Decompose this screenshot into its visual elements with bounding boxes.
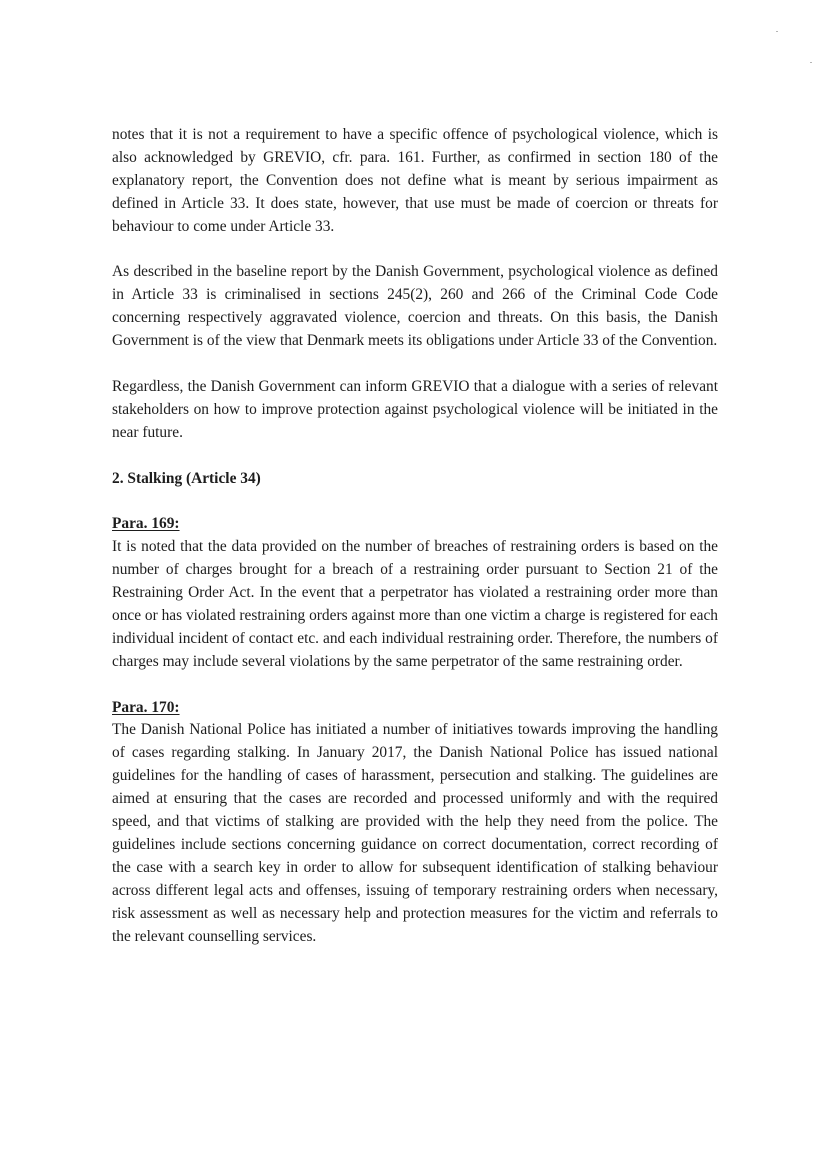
document-body	[112, 124, 718, 971]
paragraph-criminal-code: As described in the baseline report by the Danish Government, psychological violence as defined in Article 33 is criminalised in sections 245(2), 260 and 266 of the Criminal Code Code concerning respectively aggravated violence, coercion and threats. On this basis, the Danish Government is of the view that Denmark meets its obligations under Article 33 of the Convention.	[112, 263, 718, 350]
para-169-label: Para. 169:	[112, 515, 180, 533]
para-170-text: The Danish National Police has initiated a number of initiatives towards improving the handling of cases regarding stalking. In January 2017, the Danish National Police has issued national guidelines for the handling of cases of harassment, persecution and stalking. The guidelines are aimed at ensuring that the cases are recorded and processed uniformly and with the required speed, and that victims of stalking are provided with the help they need from the police. The guidelines include sections concerning guidance on correct documentation, correct recording of the case with a search key in order to allow for subsequent identification of stalking behaviour across different legal acts and offenses, issuing of temporary restraining orders when necessary, risk assessment as well as necessary help and protection measures for the victim and referrals to the relevant counselling services.	[112, 721, 718, 945]
para-169-text: It is noted that the data provided on the number of breaches of restraining orders is based on the number of charges brought for a breach of a restraining order pursuant to Section 21 of the Restraining Order Act. In the event that a perpetrator has violated a restraining order more than once or has violated restraining orders against more than one victim a charge is registered for each individual incident of contact etc. and each individual restraining order. Therefore, the numbers of charges may include several violations by the same perpetrator of the same restraining order.	[112, 538, 718, 670]
para-170-label: Para. 170:	[112, 698, 180, 716]
paragraph-psychological-violence-offence: notes that it is not a requirement to have a specific offence of psychological violence, which is also acknowledged by GREVIO, cfr. para. 161. Further, as confirmed in section 180 of the explanatory report, the Convention does not define what is meant by serious impairment as defined in Article 33. It does state, however, that use must be made of coercion or threats for behaviour to come under Article 33.	[112, 126, 718, 235]
section-heading-stalking: 2. Stalking (Article 34)	[112, 469, 261, 487]
paragraph-stakeholder-dialogue: Regardless, the Danish Government can inform GREVIO that a dialogue with a series of relevant stakeholders on how to improve protection against psychological violence will be initiated in the near future.	[112, 377, 718, 441]
scan-speck	[810, 62, 812, 63]
scan-speck	[776, 31, 778, 32]
